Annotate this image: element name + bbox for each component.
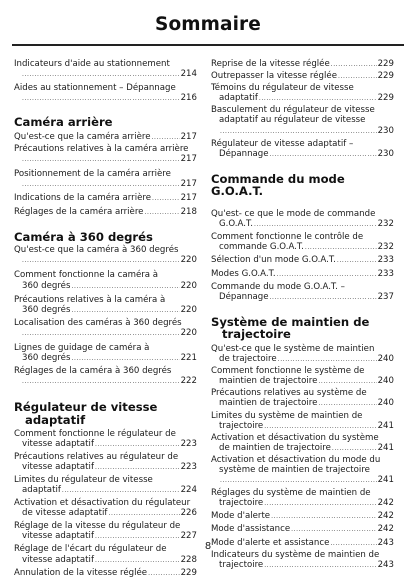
toc-entry-title: Mode d'alerte: [211, 511, 271, 522]
toc-entry-title: Qu'est-ce que la caméra arrière: [14, 131, 151, 142]
toc-entry-title: Précautions relatives à la caméra arrière: [14, 144, 189, 155]
toc-entry-title: Comment fonctionne le contrôle de: [211, 232, 364, 243]
toc-page-number: 241: [377, 442, 394, 453]
toc-entry[interactable]: [211, 344, 394, 365]
toc-entry[interactable]: [211, 139, 394, 160]
toc-entry[interactable]: [211, 411, 394, 432]
toc-entry-title-cont: vitesse adaptatif: [22, 554, 94, 565]
toc-column-left: [14, 59, 197, 579]
toc-page-number: 217: [180, 193, 197, 204]
toc-entry[interactable]: [14, 207, 197, 218]
toc-entry-title-cont: adaptatif au régulateur de vitesse: [219, 115, 366, 126]
toc-entry[interactable]: [14, 169, 197, 190]
toc-entry-title: Positionnement de la caméra arrière: [14, 169, 171, 180]
toc-section-heading-line2: adaptatif: [25, 412, 86, 427]
toc-page-number: 229: [377, 71, 394, 82]
toc-entry[interactable]: [14, 245, 197, 266]
toc-page-number: 224: [180, 485, 197, 495]
toc-entry-title: Réglages de la caméra à 360 degrés: [14, 366, 172, 377]
toc-page-number: 232: [377, 242, 394, 253]
toc-entry-title: Comment fonctionne le régulateur de: [14, 428, 176, 439]
toc-entry-title-cont: G.O.A.T.: [219, 219, 253, 230]
toc-page-number: 229: [377, 59, 394, 69]
toc-page-number: 220: [180, 304, 197, 315]
toc-entry-title-cont: système de maintien de trajectoire: [219, 465, 370, 475]
toc-entry-title-cont: trajectoire: [219, 420, 264, 431]
toc-entry[interactable]: [14, 452, 197, 473]
toc-entry-title: Activation et désactivation du système: [211, 432, 379, 443]
toc-entry[interactable]: [211, 269, 394, 280]
toc-entry-title-cont: de maintien de trajectoire: [219, 442, 331, 453]
toc-entry-title: Qu'est- ce que le mode de commande: [211, 209, 376, 220]
toc-page-number: 217: [180, 131, 197, 142]
toc-section-heading-line1: Régulateur de vitesse: [14, 400, 158, 415]
toc-entry[interactable]: [211, 282, 394, 303]
toc-entry-title: Témoins du régulateur de vitesse: [211, 83, 354, 94]
toc-entry-title: Précautions relatives au système de: [211, 388, 367, 399]
toc-entry[interactable]: [14, 83, 197, 104]
toc-entry-title: Limites du système de maintien de: [211, 410, 363, 421]
toc-entry-title: Réglages de la caméra arrière: [14, 206, 144, 217]
toc-page-number: 233: [377, 255, 394, 266]
toc-page-number: 232: [377, 219, 394, 230]
toc-entry-title-cont: 360 degrés: [22, 353, 71, 364]
toc-entry[interactable]: [211, 232, 394, 253]
toc-entry[interactable]: [14, 132, 197, 143]
toc-entry-title: Comment fonctionne le système de: [211, 366, 365, 377]
toc-page-number: 220: [180, 327, 197, 338]
toc-page-number: 222: [180, 376, 197, 387]
toc-entry-title: Annulation de la vitesse réglée: [14, 567, 148, 578]
toc-page-number: 240: [377, 354, 394, 365]
toc-entry-title: Indications de la caméra arrière: [14, 193, 152, 204]
toc-entry[interactable]: [14, 568, 197, 579]
toc-page-number: 218: [180, 206, 197, 217]
toc-entry-title: Outrepasser la vitesse réglée: [211, 71, 337, 82]
toc-page-number: 217: [180, 179, 197, 190]
toc-section-heading: [14, 401, 197, 426]
toc-entry-title-cont: commande G.O.A.T.: [219, 242, 304, 253]
toc-entry[interactable]: [211, 455, 394, 486]
toc-column-right: [211, 59, 394, 571]
toc-entry-title: Indicateurs d'aide au stationnement: [14, 59, 170, 69]
toc-page-number: 230: [377, 148, 394, 159]
toc-page-number: 214: [180, 69, 197, 80]
toc-page-number: 228: [180, 554, 197, 565]
toc-page-number: 220: [180, 280, 197, 291]
toc-entry[interactable]: [211, 388, 394, 409]
toc-entry-title: Réglages du système de maintien de: [211, 488, 371, 499]
toc-entry[interactable]: [211, 71, 394, 82]
toc-section-heading-line2: trajectoire: [222, 327, 291, 342]
toc-entry-title: Modes G.O.A.T.: [211, 268, 276, 279]
toc-entry-title: Réglage de l'écart du régulateur de: [14, 544, 167, 555]
toc-section-heading: Caméra arrière: [14, 115, 113, 130]
toc-entry[interactable]: [14, 59, 197, 80]
toc-entry-title: Aides au stationnement – Dépannage: [14, 83, 176, 94]
toc-entry[interactable]: [14, 521, 197, 542]
toc-page-number: 242: [377, 498, 394, 509]
toc-entry[interactable]: [211, 511, 394, 522]
toc-entry[interactable]: [211, 366, 394, 387]
toc-entry-title-cont: vitesse adaptatif: [22, 438, 94, 449]
toc-entry-title-cont: de trajectoire: [219, 354, 277, 365]
toc-entry-title: Réglage de la vitesse du régulateur de: [14, 521, 181, 532]
toc-page-number: 230: [377, 125, 394, 136]
toc-entry-title-cont: adaptatif: [219, 93, 258, 104]
toc-page-number: 229: [377, 93, 394, 104]
toc-entry-title-cont: Dépannage: [219, 148, 269, 159]
toc-entry[interactable]: [211, 488, 394, 509]
toc-entry-title-cont: trajectoire: [219, 498, 264, 509]
toc-entry[interactable]: [14, 475, 197, 496]
toc-page-number: 229: [180, 567, 197, 578]
toc-entry-title: Activation et désactivation du mode du: [211, 454, 381, 465]
toc-page-number: 241: [377, 475, 394, 486]
toc-entry-title: Mode d'assistance: [211, 524, 291, 535]
toc-entry[interactable]: [211, 433, 394, 454]
toc-entry-title: Commande du mode G.O.A.T. –: [211, 281, 345, 292]
toc-entry-title-cont: adaptatif: [22, 485, 61, 495]
toc-entry[interactable]: [211, 255, 394, 266]
toc-section-heading: [211, 316, 394, 341]
toc-page-number: 243: [377, 559, 394, 570]
toc-entry-title-cont: maintien de trajectoire: [219, 398, 318, 409]
toc-entry-title: Lignes de guidage de caméra à: [14, 342, 150, 353]
page-title: Sommaire: [155, 14, 261, 35]
toc-entry-title-cont: de vitesse adaptatif: [22, 508, 108, 519]
toc-entry-title-cont: 360 degrés: [22, 304, 71, 315]
toc-entry[interactable]: [14, 366, 197, 387]
toc-entry-title-cont: vitesse adaptatif: [22, 461, 94, 472]
toc-page-number: 226: [180, 508, 197, 519]
toc-page-number: 216: [180, 93, 197, 104]
toc-entry-title: Qu'est-ce que le système de maintien: [211, 343, 375, 354]
toc-page-number: 242: [377, 511, 394, 522]
toc-entry-title: Comment fonctionne la caméra à: [14, 270, 159, 281]
toc-entry-title: Qu'est-ce que la caméra à 360 degrés: [14, 245, 179, 256]
toc-entry-title-cont: trajectoire: [219, 559, 264, 570]
toc-entry-title: Précautions relatives au régulateur de: [14, 451, 179, 462]
toc-entry[interactable]: [211, 524, 394, 535]
toc-page-number: 241: [377, 420, 394, 431]
toc-entry[interactable]: [211, 550, 394, 571]
toc-entry[interactable]: [14, 144, 197, 165]
toc-entry[interactable]: [211, 59, 394, 70]
toc-section-heading-line1: Système de maintien de: [211, 314, 370, 329]
toc-entry[interactable]: [14, 270, 197, 291]
toc-page-number: 237: [377, 291, 394, 302]
toc-page-number: 217: [180, 154, 197, 165]
toc-section-heading: Commande du mode G.O.A.T.: [211, 171, 345, 199]
toc-entry-title: Sélection d'un mode G.O.A.T.: [211, 255, 336, 266]
toc-page-number: 242: [377, 524, 394, 535]
toc-section-heading: Caméra à 360 degrés: [14, 229, 153, 244]
toc-entry-title: Activation et désactivation du régulateur: [14, 498, 191, 509]
toc-page-number: 240: [377, 376, 394, 387]
toc-entry[interactable]: [211, 209, 394, 230]
toc-entry[interactable]: [14, 193, 197, 204]
toc-entry[interactable]: [14, 295, 197, 316]
toc-entry-title: Régulateur de vitesse adaptatif –: [211, 138, 354, 149]
toc-entry-title: Indicateurs du système de maintien de: [211, 549, 380, 560]
toc-entry-title: Mode d'alerte et assistance: [211, 537, 330, 548]
toc-entry[interactable]: [14, 498, 197, 519]
toc-entry-title: Localisation des caméras à 360 degrés: [14, 317, 182, 328]
toc-page-number: 220: [180, 255, 197, 266]
toc-entry-title: Basculement du régulateur de vitesse: [211, 105, 375, 116]
toc-page-number: 223: [180, 461, 197, 472]
toc-page-number: 227: [180, 531, 197, 542]
toc-page-number: 243: [377, 537, 394, 548]
toc-page-number: 221: [180, 353, 197, 364]
toc-page-number: 233: [377, 268, 394, 279]
toc-entry-title: Précautions relatives à la caméra à: [14, 294, 166, 305]
toc-entry-title-cont: vitesse adaptatif: [22, 531, 94, 542]
toc-entry[interactable]: [14, 429, 197, 450]
page-number: 8: [204, 541, 212, 552]
title-rule: [12, 44, 404, 46]
toc-page-number: 223: [180, 438, 197, 449]
toc-entry-title: Reprise de la vitesse réglée: [211, 59, 330, 69]
toc-entry[interactable]: [211, 105, 394, 136]
toc-entry[interactable]: [14, 343, 197, 364]
toc-page-number: 240: [377, 398, 394, 409]
toc-entry-title: Limites du régulateur de vitesse: [14, 474, 153, 485]
toc-entry-title-cont: maintien de trajectoire: [219, 376, 318, 387]
toc-entry-title-cont: Dépannage: [219, 291, 269, 302]
toc-entry[interactable]: [211, 83, 394, 104]
toc-entry[interactable]: [14, 318, 197, 339]
toc-entry-title-cont: 360 degrés: [22, 280, 71, 291]
